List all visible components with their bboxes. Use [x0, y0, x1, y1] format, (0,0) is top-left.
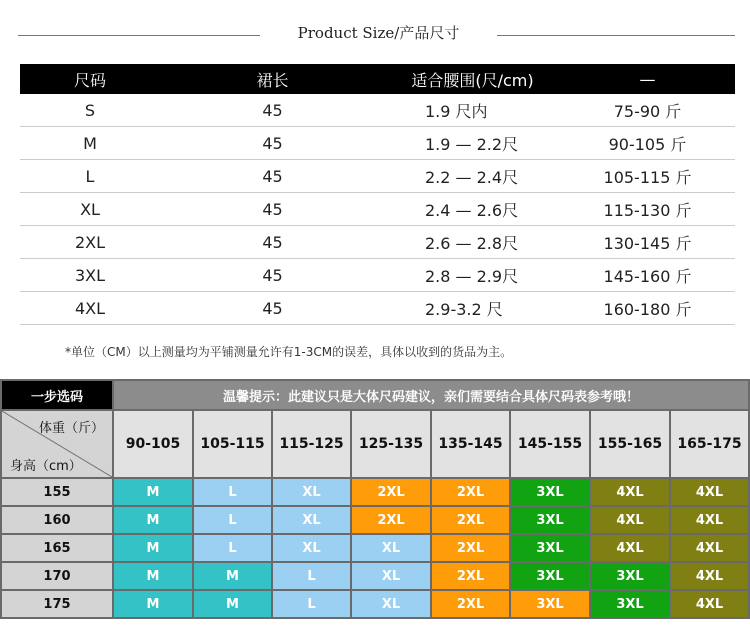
recommended-size-cell: 4XL: [671, 591, 748, 617]
weight-column-header: 155-165: [591, 411, 669, 477]
recommended-size-cell: M: [194, 563, 271, 589]
recommended-size-cell: 3XL: [511, 535, 589, 561]
one-step-tag: 一步选码: [2, 381, 112, 409]
length-cell: 45: [160, 292, 385, 325]
recommended-size-cell: 3XL: [591, 591, 669, 617]
size-table-row: [20, 160, 735, 193]
recommended-size-cell: XL: [352, 563, 430, 589]
recommended-size-cell: 2XL: [432, 591, 509, 617]
length-cell: 45: [160, 259, 385, 292]
section-header: [0, 14, 750, 50]
weight-column-header: 115-125: [273, 411, 350, 477]
recommended-size-cell: XL: [352, 535, 430, 561]
recommended-size-cell: 4XL: [671, 535, 748, 561]
recommended-size-cell: L: [273, 563, 350, 589]
recommended-size-cell: L: [194, 479, 271, 505]
waist-cell: 2.8 — 2.9尺: [385, 259, 560, 292]
size-table-row: [20, 292, 735, 325]
header-waist: 适合腰围(尺/cm): [385, 64, 560, 94]
weight-column-header: 125-135: [352, 411, 430, 477]
recommended-size-cell: 4XL: [671, 563, 748, 589]
header-divider-left: [18, 35, 260, 36]
recommended-size-cell: XL: [273, 535, 350, 561]
height-row-header: 155: [2, 479, 112, 505]
recommended-size-cell: XL: [273, 479, 350, 505]
recommended-size-cell: L: [273, 591, 350, 617]
size-cell: XL: [20, 193, 160, 226]
height-row-header: 165: [2, 535, 112, 561]
size-cell: 4XL: [20, 292, 160, 325]
recommended-size-cell: M: [114, 535, 192, 561]
recommended-size-cell: 3XL: [511, 563, 589, 589]
recommended-size-cell: L: [194, 507, 271, 533]
size-cell: M: [20, 127, 160, 160]
recommended-size-cell: 4XL: [671, 479, 748, 505]
recommended-size-cell: XL: [352, 591, 430, 617]
size-cell: 3XL: [20, 259, 160, 292]
recommended-size-cell: 2XL: [432, 507, 509, 533]
weight-cell: 105-115 斤: [560, 160, 735, 193]
size-table: [20, 64, 735, 325]
recommended-size-cell: 2XL: [432, 563, 509, 589]
weight-column-header: 135-145: [432, 411, 509, 477]
size-cell: L: [20, 160, 160, 193]
height-axis-label: 身高（cm）: [10, 459, 82, 474]
weight-column-header: 90-105: [114, 411, 192, 477]
recommended-size-cell: 3XL: [511, 507, 589, 533]
recommended-size-cell: XL: [273, 507, 350, 533]
waist-cell: 1.9 尺内: [385, 94, 560, 127]
size-cell: S: [20, 94, 160, 127]
waist-cell: 2.2 — 2.4尺: [385, 160, 560, 193]
recommended-size-cell: 4XL: [591, 507, 669, 533]
height-row-header: 160: [2, 507, 112, 533]
recommended-size-cell: 2XL: [352, 479, 430, 505]
length-cell: 45: [160, 160, 385, 193]
size-table-row: [20, 193, 735, 226]
weight-axis-label: 体重（斤）: [38, 421, 104, 436]
tip-banner: 温馨提示：此建议只是大体尺码建议，亲们需要结合具体尺码表参考哦！: [114, 381, 748, 409]
recommended-size-cell: 3XL: [511, 479, 589, 505]
recommended-size-cell: 3XL: [591, 563, 669, 589]
size-table-row: [20, 226, 735, 259]
section-title: Product Size/产品尺寸: [297, 24, 460, 42]
measurement-note: *单位（CM）以上测量均为平铺测量允许有1-3CM的误差，具体以收到的货品为主。: [65, 345, 513, 359]
recommended-size-cell: M: [114, 479, 192, 505]
header-divider-right: [497, 35, 735, 36]
length-cell: 45: [160, 127, 385, 160]
size-cell: 2XL: [20, 226, 160, 259]
recommended-size-cell: M: [114, 563, 192, 589]
weight-cell: 115-130 斤: [560, 193, 735, 226]
height-row-header: 175: [2, 591, 112, 617]
weight-cell: 130-145 斤: [560, 226, 735, 259]
recommended-size-cell: 4XL: [671, 507, 748, 533]
weight-column-header: 165-175: [671, 411, 748, 477]
size-table-row: [20, 259, 735, 292]
header-weight: —: [560, 64, 735, 94]
recommended-size-cell: M: [194, 591, 271, 617]
size-table-row: [20, 94, 735, 127]
recommended-size-cell: 2XL: [432, 479, 509, 505]
waist-cell: 2.4 — 2.6尺: [385, 193, 560, 226]
recommended-size-cell: 4XL: [591, 479, 669, 505]
recommended-size-cell: 4XL: [591, 535, 669, 561]
weight-cell: 75-90 斤: [560, 94, 735, 127]
weight-column-header: 105-115: [194, 411, 271, 477]
table-corner: [2, 411, 112, 477]
weight-cell: 145-160 斤: [560, 259, 735, 292]
recommended-size-cell: M: [114, 507, 192, 533]
waist-cell: 2.6 — 2.8尺: [385, 226, 560, 259]
weight-column-header: 145-155: [511, 411, 589, 477]
length-cell: 45: [160, 94, 385, 127]
header-length: 裙长: [160, 64, 385, 94]
recommended-size-cell: M: [114, 591, 192, 617]
weight-cell: 90-105 斤: [560, 127, 735, 160]
recommended-size-cell: 3XL: [511, 591, 589, 617]
header-size: 尺码: [20, 64, 160, 94]
recommended-size-cell: 2XL: [352, 507, 430, 533]
length-cell: 45: [160, 226, 385, 259]
size-recommendation-grid: [0, 379, 750, 619]
height-row-header: 170: [2, 563, 112, 589]
size-table-row: [20, 127, 735, 160]
length-cell: 45: [160, 193, 385, 226]
weight-cell: 160-180 斤: [560, 292, 735, 325]
recommended-size-cell: L: [194, 535, 271, 561]
waist-cell: 2.9-3.2 尺: [385, 292, 560, 325]
size-table-header: [20, 64, 735, 94]
recommended-size-cell: 2XL: [432, 535, 509, 561]
waist-cell: 1.9 — 2.2尺: [385, 127, 560, 160]
